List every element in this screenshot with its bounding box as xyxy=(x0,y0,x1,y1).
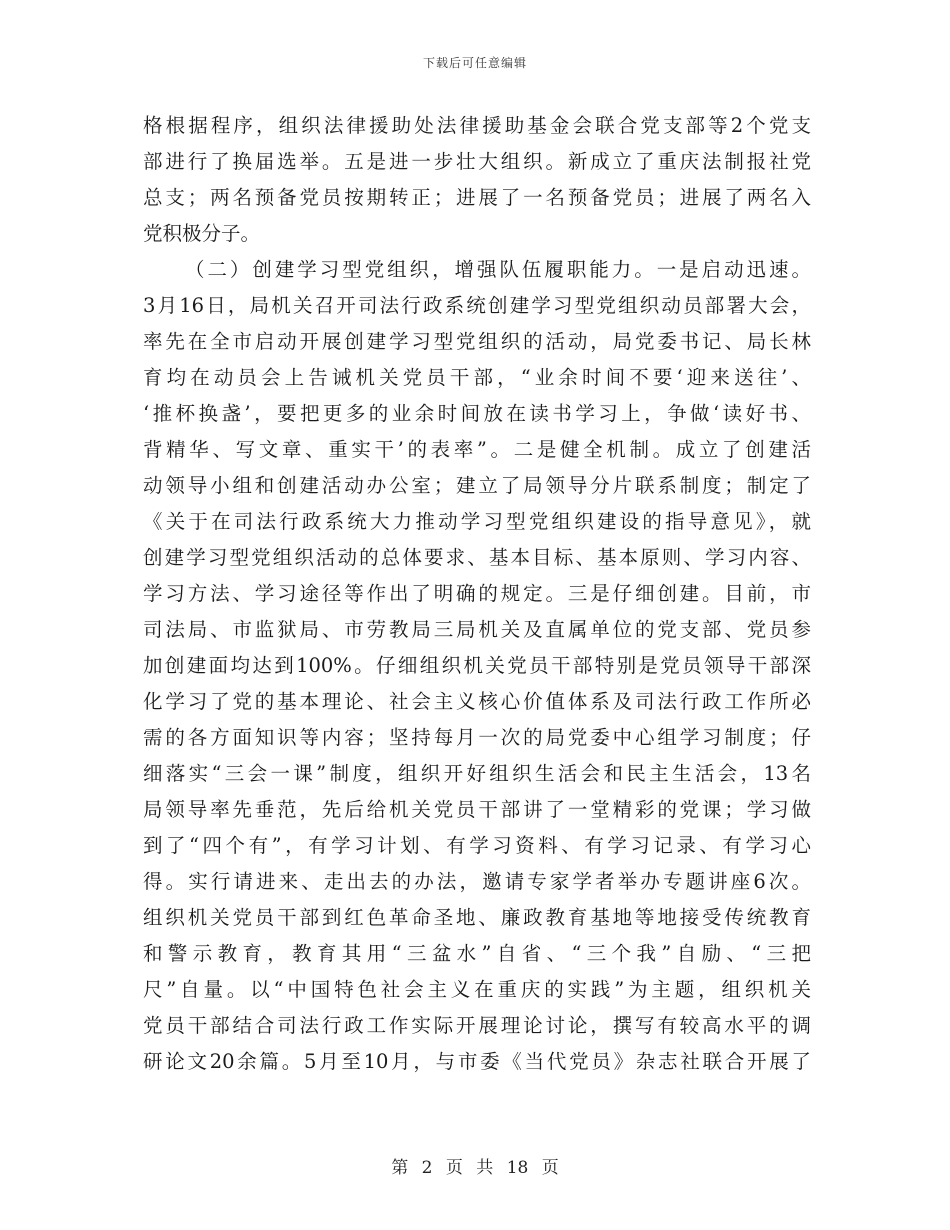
text-line: 格根据程序，组织法律援助处法律援助基金会联合党支部等2个党支 xyxy=(143,114,811,137)
text-line: 得。实行请进来、走出去的办法，邀请专家学者举办专题讲座6次。 xyxy=(143,870,811,893)
text-line: 3月16日，局机关召开司法行政系统创建学习型党组织动员部署大会， xyxy=(143,294,811,317)
current-page-number: 2 xyxy=(421,1158,433,1178)
text-line: 研论文20余篇。5月至10月，与市委《当代党员》杂志社联合开展了 xyxy=(143,1050,811,1073)
text-line: 率先在全市启动开展创建学习型党组织的活动，局党委书记、局长林 xyxy=(143,330,811,353)
text-line: 和警示教育，教育其用“三盆水”自省、“三个我”自励、“三把 xyxy=(143,942,811,965)
footer-label-total: 共 xyxy=(476,1158,494,1178)
footer-label-unit: 页 xyxy=(445,1158,463,1178)
text-line: 需的各方面知识等内容；坚持每月一次的局党委中心组学习制度；仔 xyxy=(143,726,811,749)
text-line: 局领导率先垂范，先后给机关党员干部讲了一堂精彩的党课；学习做 xyxy=(143,798,811,821)
text-line: 背精华、写文章、重实干’的表率”。二是健全机制。成立了创建活 xyxy=(143,438,811,461)
text-line: 学习方法、学习途径等作出了明确的规定。三是仔细创建。目前，市 xyxy=(143,582,811,605)
text-line: 到了“四个有”，有学习计划、有学习资料、有学习记录、有学习心 xyxy=(143,834,811,857)
text-line: 总支；两名预备党员按期转正；进展了一名预备党员；进展了两名入 xyxy=(143,186,811,209)
header-note: 下载后可任意编辑 xyxy=(422,56,527,70)
text-line: 党员干部结合司法行政工作实际开展理论讨论，撰写有较高水平的调 xyxy=(143,1014,811,1037)
text-line: 尺”自量。以“中国特色社会主义在重庆的实践”为主题，组织机关 xyxy=(143,978,811,1001)
text-line: 细落实“三会一课”制度，组织开好组织生活会和民主生活会，13名 xyxy=(143,762,811,785)
text-line: 司法局、市监狱局、市劳教局三局机关及直属单位的党支部、党员参 xyxy=(143,618,811,641)
document-body xyxy=(143,108,811,1080)
text-line: 创建学习型党组织活动的总体要求、基本目标、基本原则、学习内容、 xyxy=(143,546,811,569)
text-line: 动领导小组和创建活动办公室；建立了局领导分片联系制度；制定了 xyxy=(143,474,811,497)
text-line: 党积极分子。 xyxy=(143,222,261,245)
text-line: 部进行了换届选举。五是进一步壮大组织。新成立了重庆法制报社党 xyxy=(143,150,811,173)
footer-label-unit2: 页 xyxy=(541,1158,559,1178)
page-footer xyxy=(0,1153,950,1178)
text-line: 化学习了党的基本理论、社会主义核心价值体系及司法行政工作所必 xyxy=(143,690,811,713)
footer-label-page: 第 xyxy=(391,1158,409,1178)
text-line: 组织机关党员干部到红色革命圣地、廉政教育基地等地接受传统教育 xyxy=(143,906,811,929)
text-line: ‘推杯换盏’，要把更多的业余时间放在读书学习上，争做‘读好书、 xyxy=(143,402,811,425)
text-line: 育均在动员会上告诫机关党员干部，“业余时间不要‘迎来送往’、 xyxy=(143,366,811,389)
text-line: 加创建面均达到100%。仔细组织机关党员干部特别是党员领导干部深 xyxy=(143,654,811,677)
paragraph-start-line: （二）创建学习型党组织，增强队伍履职能力。一是启动迅速。 xyxy=(185,258,811,281)
text-line: 《关于在司法行政系统大力推动学习型党组织建设的指导意见》，就 xyxy=(143,510,811,533)
total-pages-number: 18 xyxy=(506,1158,529,1178)
